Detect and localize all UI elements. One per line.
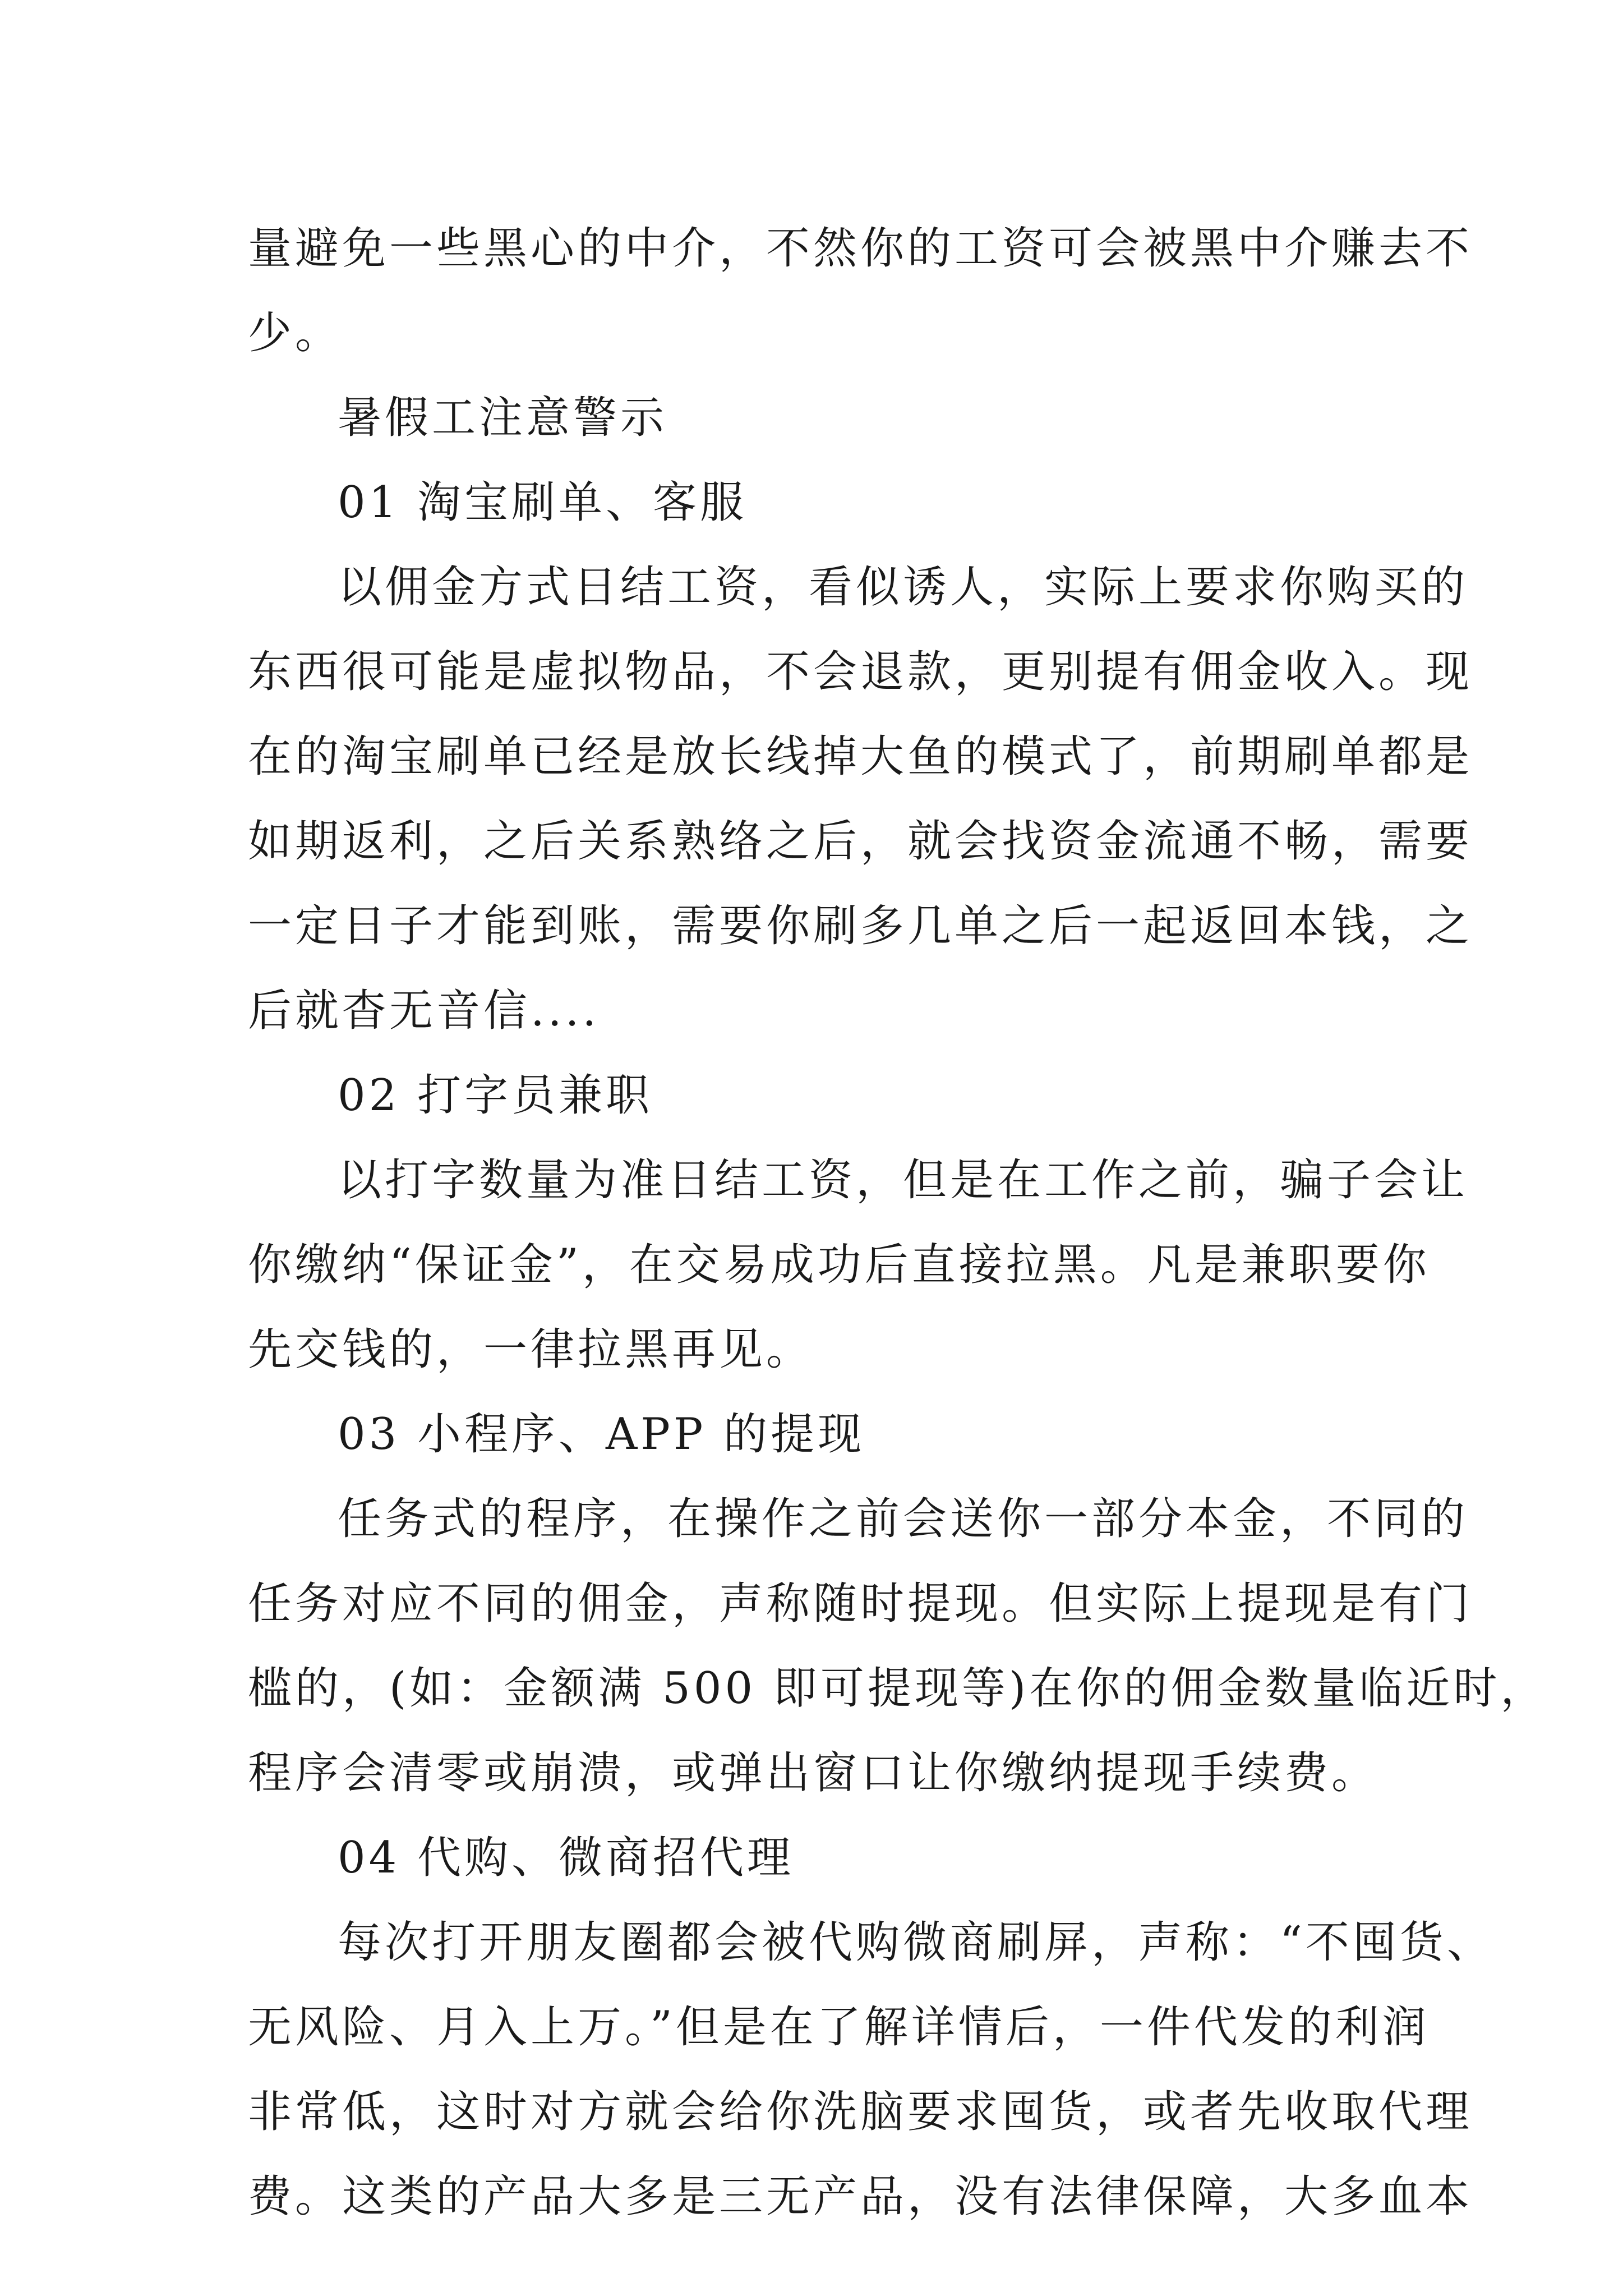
paragraph-line: 少。 xyxy=(248,308,343,358)
document-body xyxy=(248,206,1548,2239)
paragraph-line: 槛的，(如：金额满 500 即可提现等)在你的佣金数量临近时， xyxy=(248,1663,1548,1714)
paragraph-line: 非常低，这时对方就会给你洗脑要求囤货，或者先收取代理 xyxy=(248,2087,1473,2137)
paragraph-line: 程序会清零或崩溃，或弹出窗口让你缴纳提现手续费。 xyxy=(248,1748,1379,1798)
paragraph-line: 量避免一些黑心的中介，不然你的工资可会被黑中介赚去不 xyxy=(248,223,1473,274)
paragraph-line: 东西很可能是虚拟物品，不会退款，更别提有佣金收入。现 xyxy=(248,647,1473,697)
paragraph-line: 先交钱的，一律拉黑再见。 xyxy=(248,1324,814,1375)
paragraph-line: 一定日子才能到账，需要你刷多几单之后一起返回本钱，之 xyxy=(248,901,1473,951)
section-heading: 02 打字员兼职 xyxy=(338,1070,653,1121)
paragraph-line: 后就杳无音信.... xyxy=(248,986,600,1036)
section-heading: 暑假工注意警示 xyxy=(338,393,668,443)
paragraph-line: 每次打开朋友圈都会被代购微商刷屏，声称：“不囤货、 xyxy=(338,1917,1494,1968)
section-heading: 01 淘宝刷单、客服 xyxy=(338,477,748,528)
paragraph-line: 无风险、月入上万。”但是在了解详情后，一件代发的利润 xyxy=(248,2002,1430,2053)
paragraph-line: 任务对应不同的佣金，声称随时提现。但实际上提现是有门 xyxy=(248,1579,1473,1629)
paragraph-line: 你缴纳“保证金”，在交易成功后直接拉黑。凡是兼职要你 xyxy=(248,1240,1430,1290)
section-heading: 04 代购、微商招代理 xyxy=(338,1833,795,1883)
paragraph-line: 任务式的程序，在操作之前会送你一部分本金，不同的 xyxy=(338,1494,1469,1544)
paragraph-line: 费。这类的产品大多是三无产品，没有法律保障，大多血本 xyxy=(248,2171,1473,2222)
paragraph-line: 以佣金方式日结工资，看似诱人，实际上要求你购买的 xyxy=(338,562,1469,613)
paragraph-line: 以打字数量为准日结工资，但是在工作之前，骗子会让 xyxy=(338,1155,1469,1205)
paragraph-line: 如期返利，之后关系熟络之后，就会找资金流通不畅，需要 xyxy=(248,816,1473,867)
paragraph-line: 在的淘宝刷单已经是放长线掉大鱼的模式了，前期刷单都是 xyxy=(248,731,1473,782)
section-heading: 03 小程序、APP 的提现 xyxy=(338,1409,865,1460)
